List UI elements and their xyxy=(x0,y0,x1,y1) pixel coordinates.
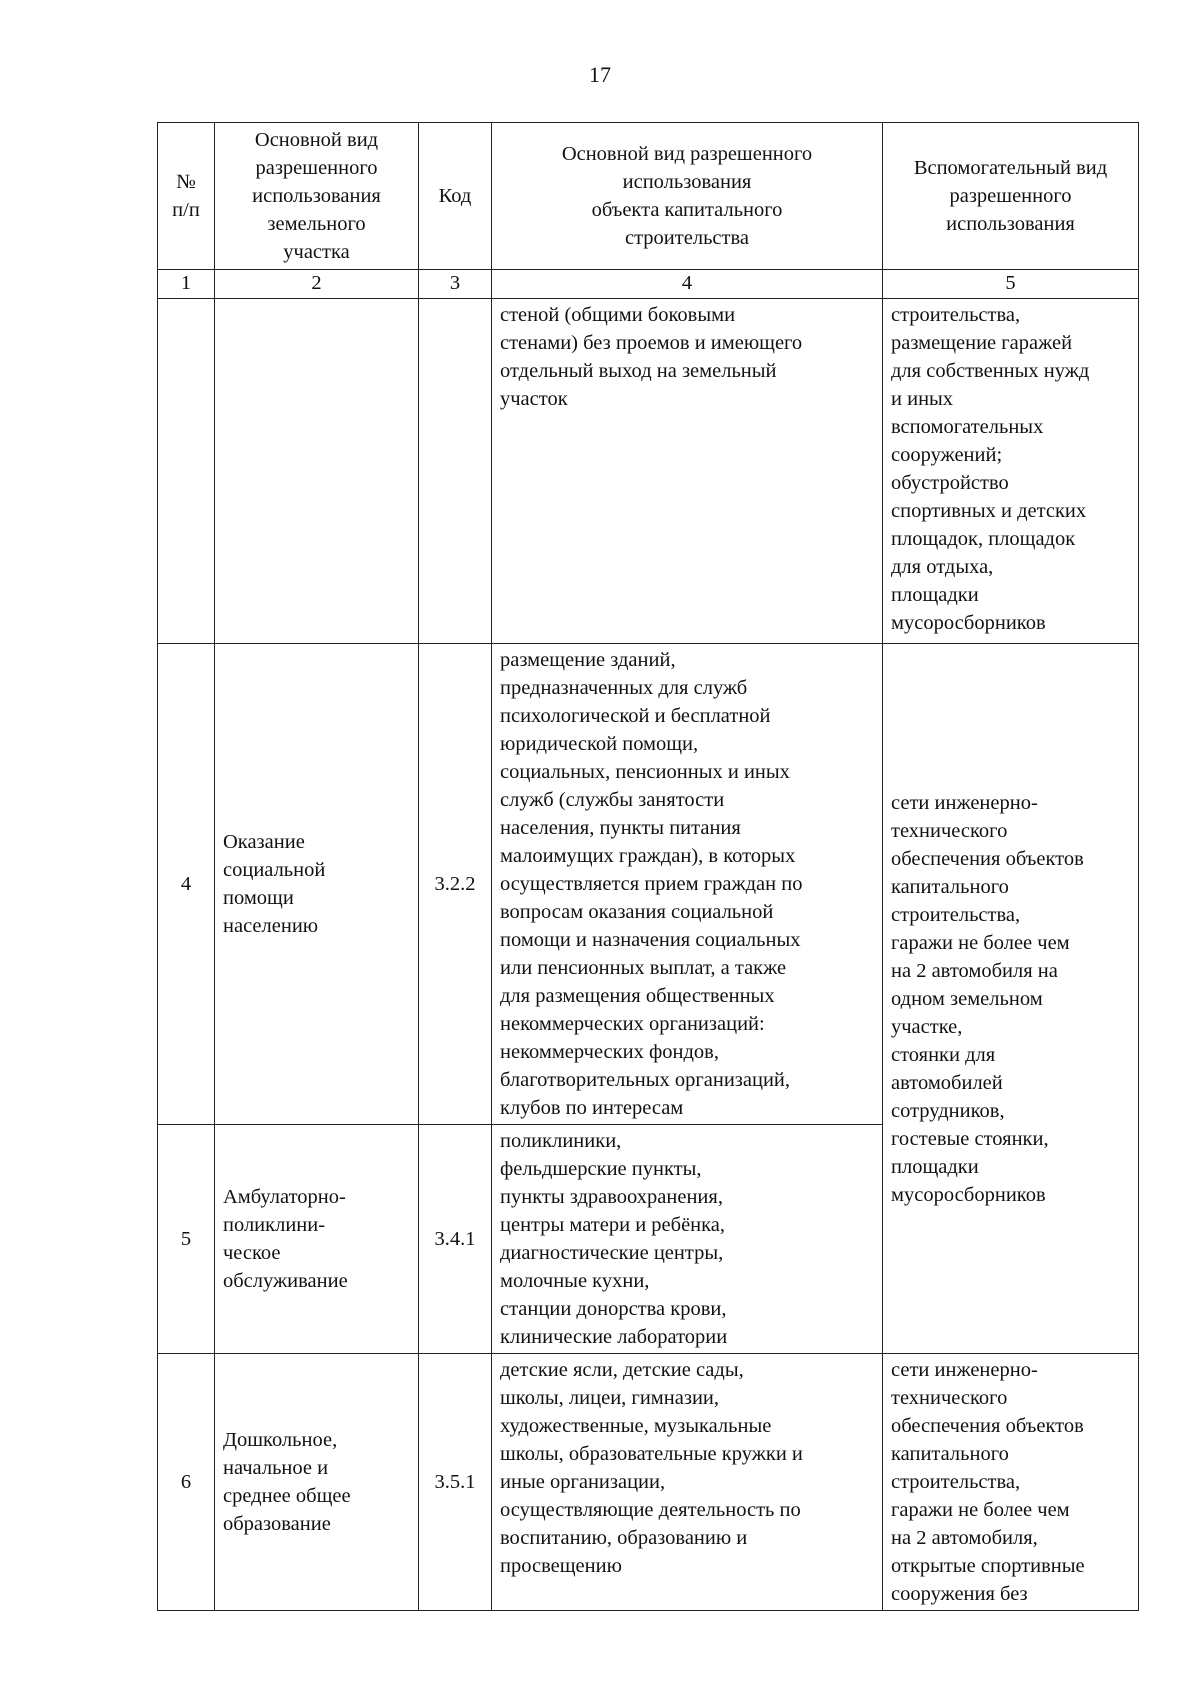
table-header-row xyxy=(158,123,1139,270)
column-number: 1 xyxy=(158,270,215,299)
column-number: 2 xyxy=(215,270,419,299)
code-cell xyxy=(419,299,492,644)
land-use-cell: Дошкольное, начальное и среднее общее образование xyxy=(215,1354,419,1611)
code-cell: 3.5.1 xyxy=(419,1354,492,1611)
main-use-cell: размещение зданий, предназначенных для служб психологической и бесплатной юридической помощи, социальных, пенсионных и иных служб (службы занятости населения, пункты питания малоимущих граждан), в которых осуществляется прием граждан по вопросам оказания социальной помощи и назначения социальных или пенсионных выплат, а также для размещения общественных некоммерческих организаций: некоммерческих фондов, благотворительных организаций, клубов по интересам xyxy=(492,644,883,1125)
aux-use-cell: сети инженерно- технического обеспечения объектов капитального строительства, гаражи не более чем на 2 автомобиля на одном земельном участке, стоянки для автомобилей сотрудников, гостевые стоянки, площадки мусоросборников xyxy=(883,644,1139,1354)
main-use-cell: поликлиники, фельдшерские пункты, пункты здравоохранения, центры матери и ребёнка, диагностические центры, молочные кухни, станции донорства крови, клинические лаборатории xyxy=(492,1125,883,1354)
header-code: Код xyxy=(419,123,492,270)
header-main-use: Основной вид разрешенного использования объекта капитального строительства xyxy=(492,123,883,270)
aux-use-cell: строительства, размещение гаражей для собственных нужд и иных вспомогательных сооружений; обустройство спортивных и детских площадок, площадок для отдыха, площадки мусоросборников xyxy=(883,299,1139,644)
land-use-cell: Оказание социальной помощи населению xyxy=(215,644,419,1125)
table-row xyxy=(158,299,1139,644)
row-number: 5 xyxy=(158,1125,215,1354)
page-number: 17 xyxy=(589,62,611,87)
main-use-cell: стеной (общими боковыми стенами) без проемов и имеющего отдельный выход на земельный участок xyxy=(492,299,883,644)
land-use-cell: Амбулаторно- поликлини- ческое обслуживание xyxy=(215,1125,419,1354)
land-use-cell xyxy=(215,299,419,644)
header-aux-use: Вспомогательный вид разрешенного использования xyxy=(883,123,1139,270)
code-cell: 3.4.1 xyxy=(419,1125,492,1354)
column-number: 5 xyxy=(883,270,1139,299)
land-use-table xyxy=(157,122,1139,1611)
table-row xyxy=(158,644,1139,1125)
aux-use-cell: сети инженерно- технического обеспечения объектов капитального строительства, гаражи не более чем на 2 автомобиля, открытые спортивные сооружения без xyxy=(883,1354,1139,1611)
header-row-number: № п/п xyxy=(158,123,215,270)
column-number: 4 xyxy=(492,270,883,299)
header-land-use: Основной вид разрешенного использования земельного участка xyxy=(215,123,419,270)
column-number-row xyxy=(158,270,1139,299)
table-row xyxy=(158,1354,1139,1611)
row-number xyxy=(158,299,215,644)
row-number: 6 xyxy=(158,1354,215,1611)
main-use-cell: детские ясли, детские сады, школы, лицеи, гимназии, художественные, музыкальные школы, образовательные кружки и иные организации, осуществляющие деятельность по воспитанию, образованию и просвещению xyxy=(492,1354,883,1611)
row-number: 4 xyxy=(158,644,215,1125)
column-number: 3 xyxy=(419,270,492,299)
code-cell: 3.2.2 xyxy=(419,644,492,1125)
